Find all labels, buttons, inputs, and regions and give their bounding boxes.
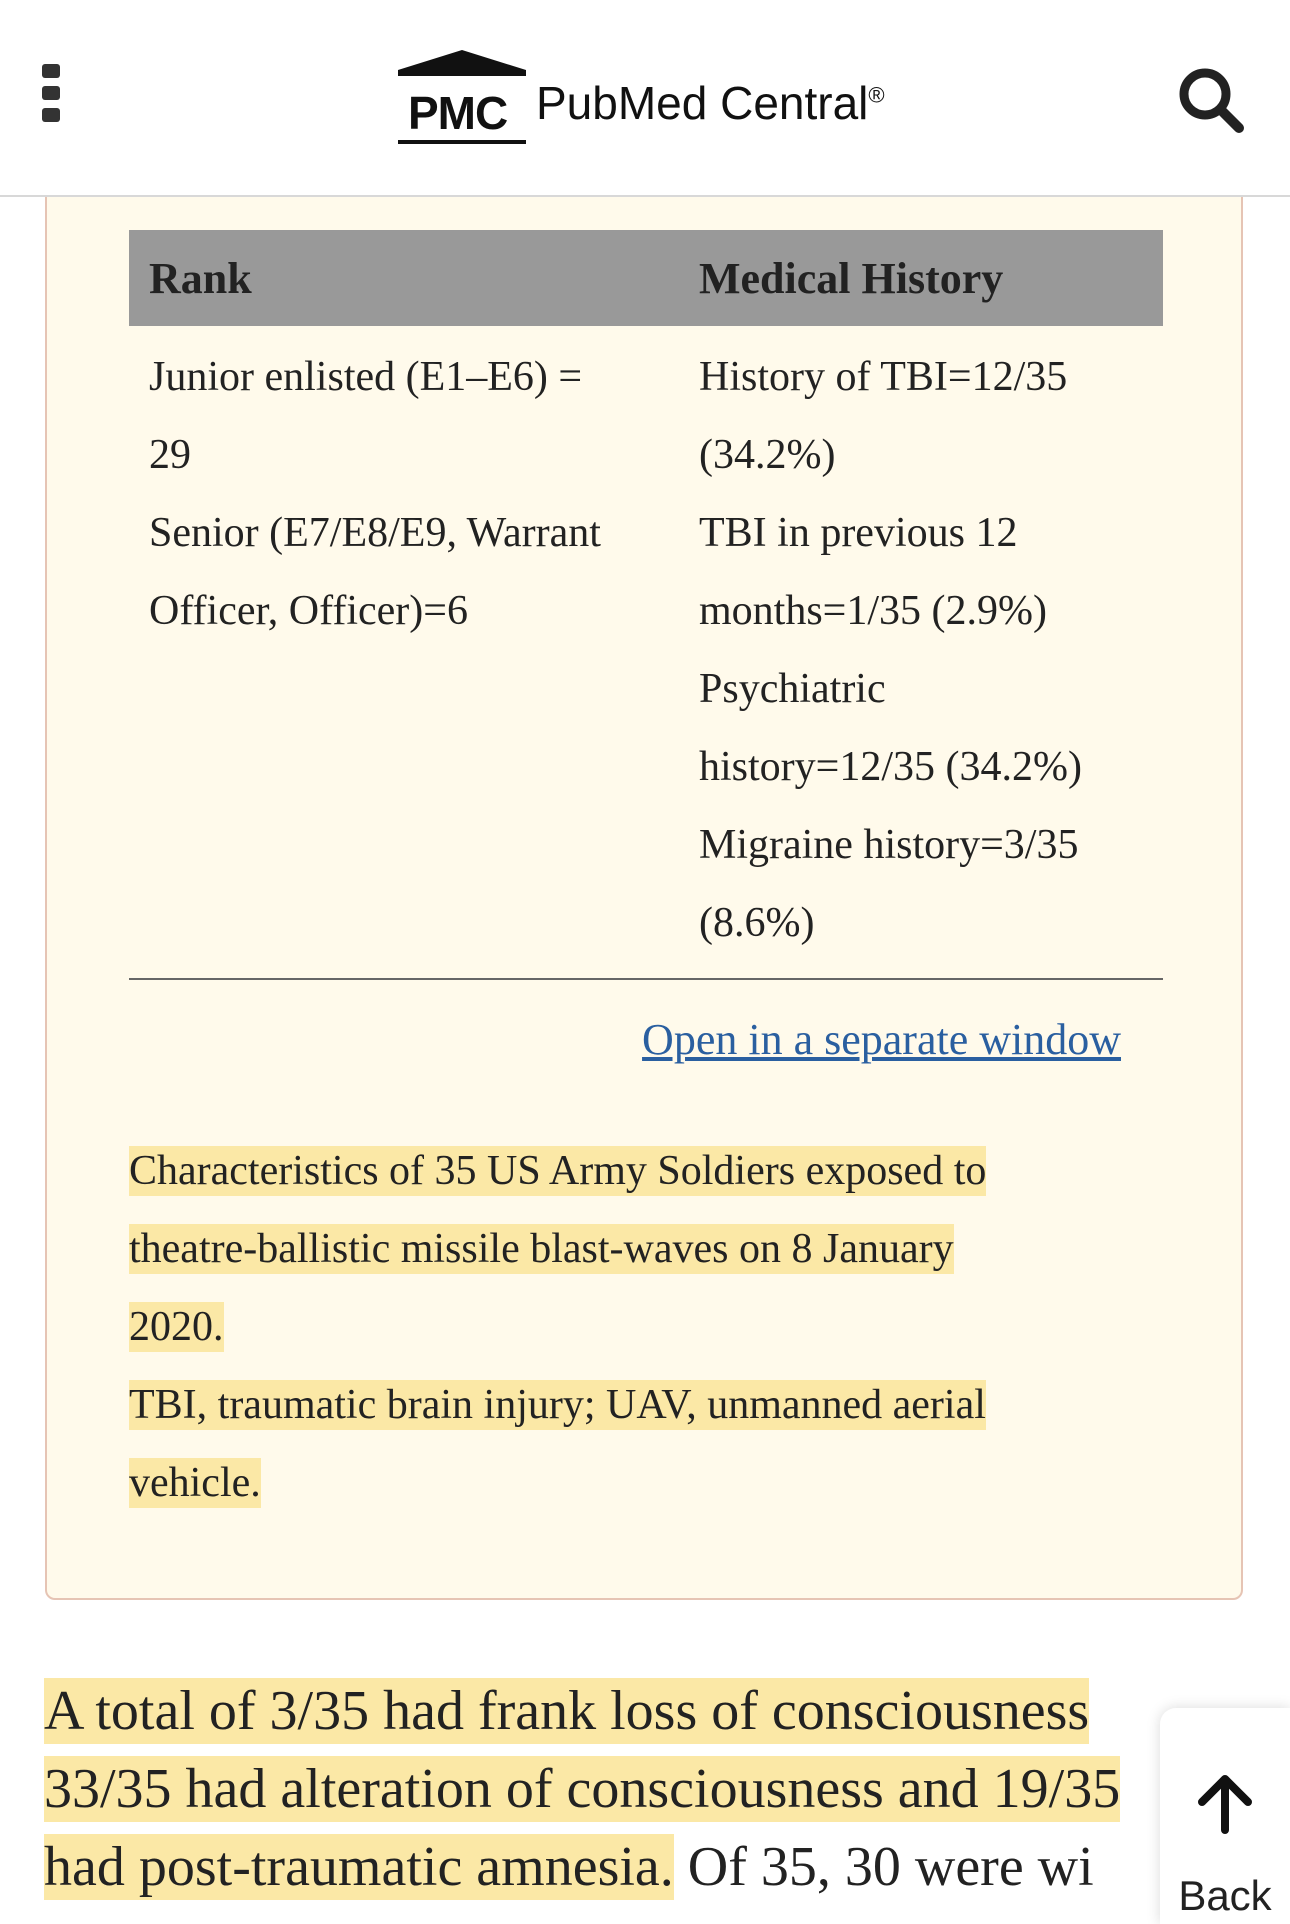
column-header-medical-history: Medical History (679, 230, 1163, 326)
menu-icon[interactable] (42, 64, 64, 124)
logo-abbr: PMC (408, 87, 508, 139)
top-header (0, 0, 1290, 197)
pmc-logo[interactable] (398, 46, 885, 146)
characteristics-table (129, 230, 1163, 980)
building-roof-icon (398, 50, 526, 90)
table-header-row (129, 230, 1163, 326)
table-row (129, 326, 1163, 979)
body-paragraph: A total of 3/35 had frank loss of consciousness 33/35 had alteration of consciousness and 19/35 had post-traumatic amnesia. Of 35, 30 were wi (44, 1680, 1121, 1898)
back-to-top-button[interactable] (1160, 1708, 1290, 1924)
arrow-up-icon (1192, 1770, 1258, 1836)
open-separate-window-link[interactable]: Open in a separate window (642, 1015, 1121, 1064)
search-icon (1175, 64, 1247, 136)
search-button[interactable] (1175, 64, 1247, 136)
rank-cell: Junior enlisted (E1–E6) = 29 Senior (E7/E8/E9, Warrant Officer, Officer)=6 (149, 354, 601, 634)
logo-name: PubMed Central® (536, 77, 885, 129)
back-label: Back (1178, 1872, 1272, 1919)
medical-history-cell: History of TBI=12/35 (34.2%) TBI in previous 12 months=1/35 (2.9%) Psychiatric history=12/35 (34.2%) Migraine history=3/35 (8.6%) (699, 354, 1082, 946)
table-caption: Characteristics of 35 US Army Soldiers exposed to theatre-ballistic missile blast-waves on 8 January 2020. TBI, traumatic brain injury; UAV, unmanned aerial vehicle. (129, 1148, 987, 1506)
pmc-logo-mark (398, 50, 526, 146)
table-container (45, 150, 1243, 1600)
column-header-rank: Rank (129, 230, 679, 326)
